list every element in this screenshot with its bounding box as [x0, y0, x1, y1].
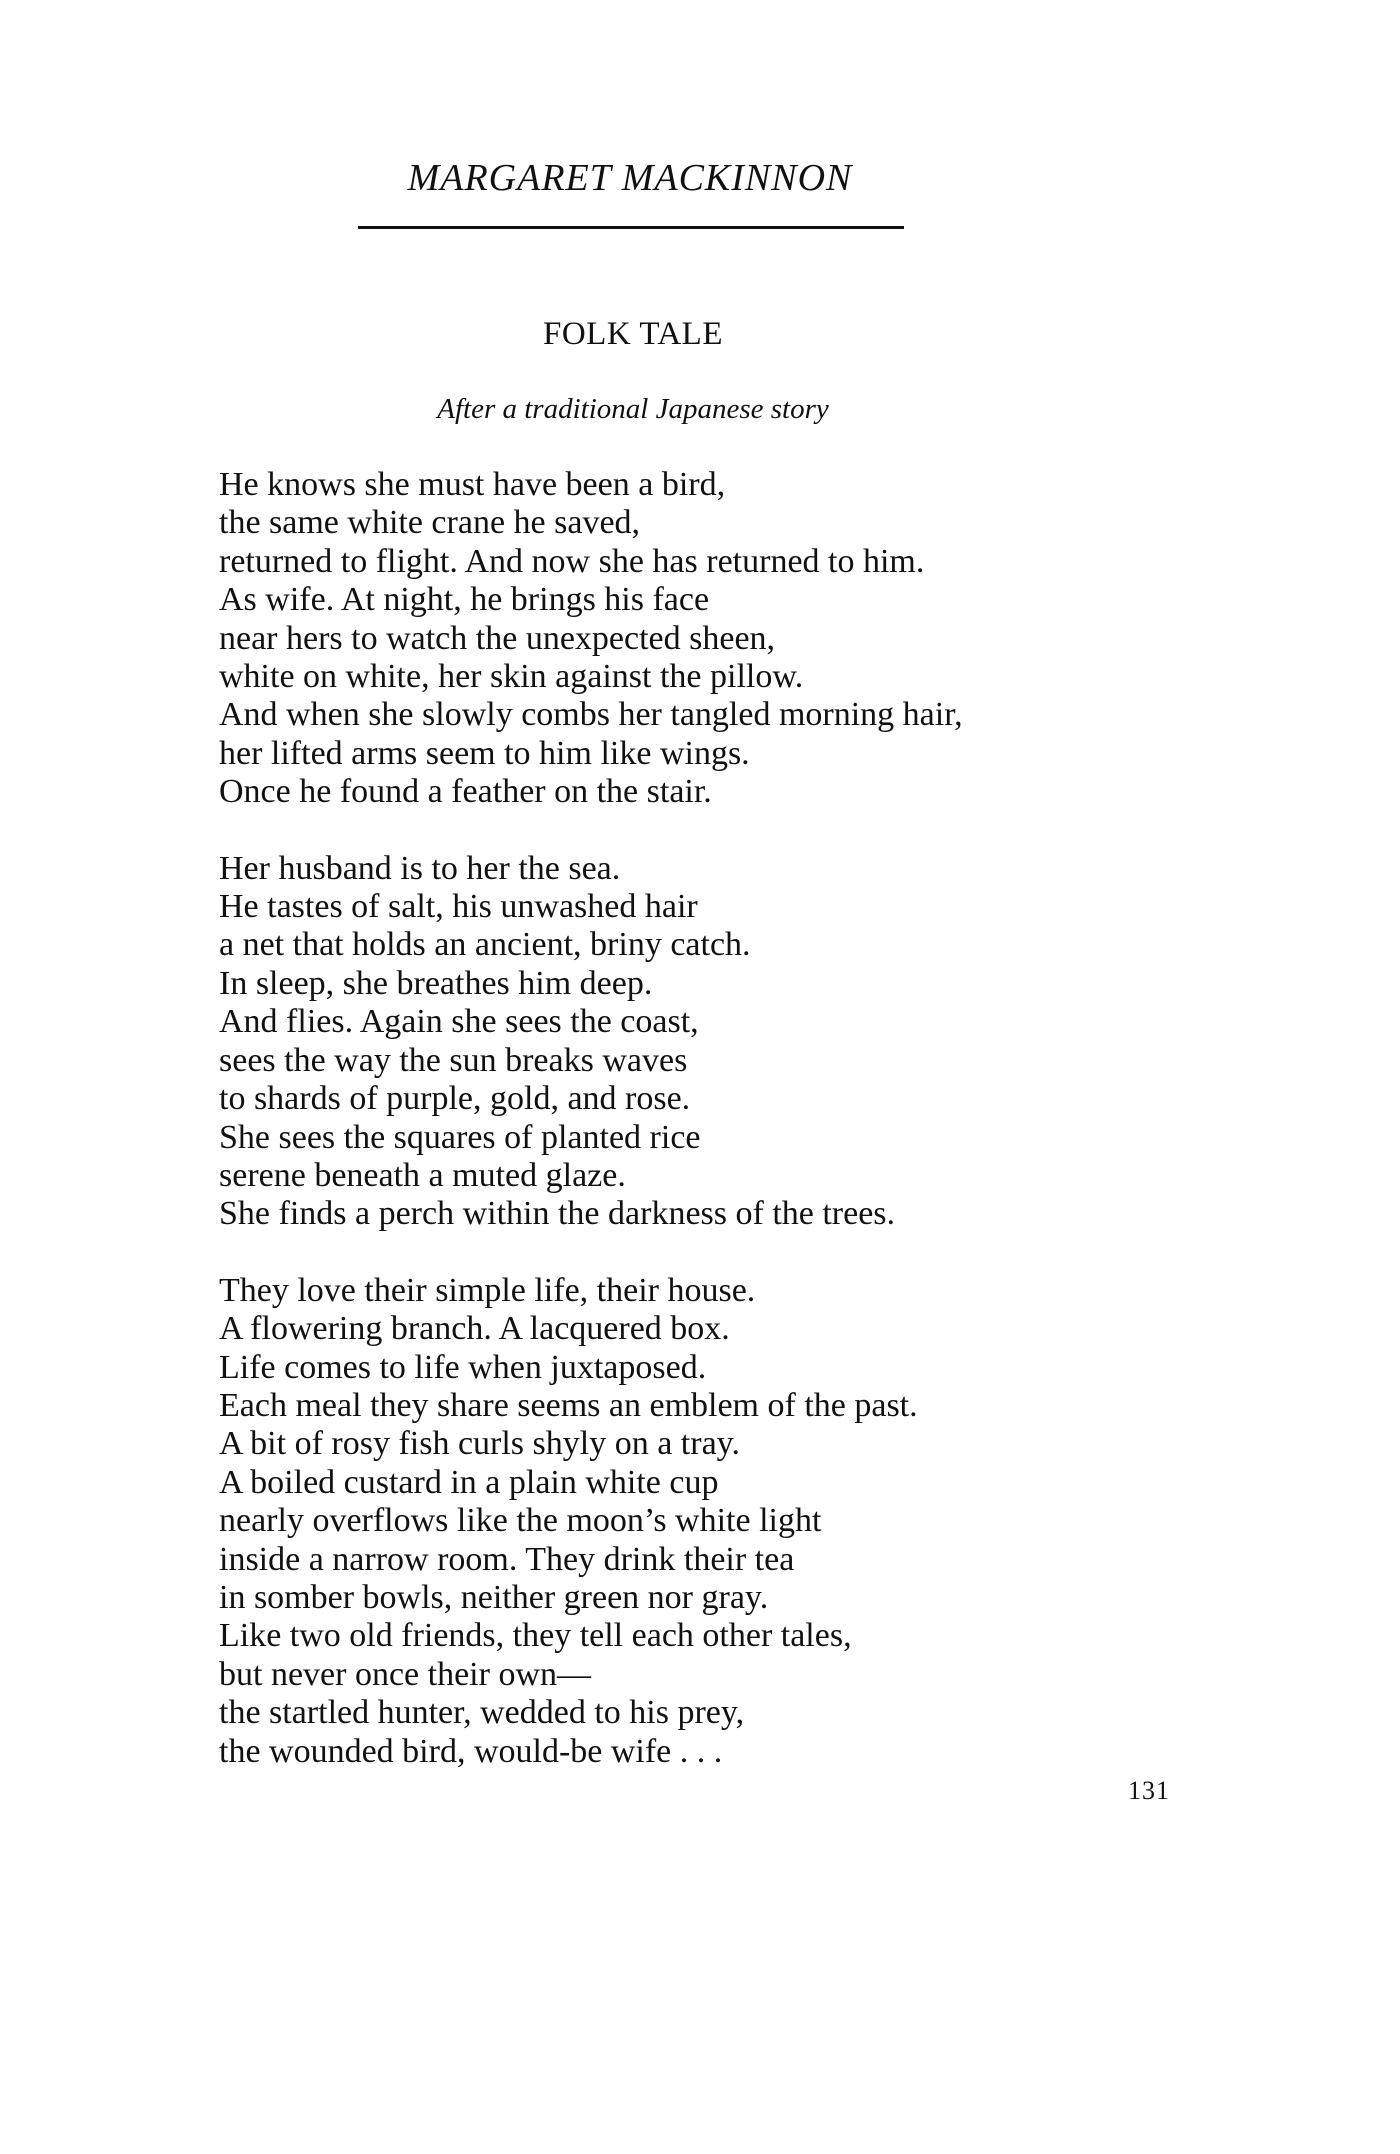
poem-line: near hers to watch the unexpected sheen,	[219, 619, 776, 657]
poem-line: A boiled custard in a plain white cup	[219, 1463, 719, 1501]
poem-line: Once he found a feather on the stair.	[219, 773, 712, 811]
poem-line: Life comes to life when juxtaposed.	[219, 1348, 707, 1386]
poem-line: He knows she must have been a bird,	[219, 466, 726, 503]
poem-line: Her husband is to her the sea.	[219, 849, 621, 887]
poem-line: inside a narrow room. They drink their tea	[219, 1540, 795, 1578]
poem-line: Like two old friends, they tell each other tales,	[219, 1617, 852, 1655]
page-number: 131	[1128, 1776, 1170, 1805]
poem-subtitle: After a traditional Japanese story	[437, 393, 829, 425]
poem-line: They love their simple life, their house.	[219, 1271, 756, 1309]
poem-line: She sees the squares of planted rice	[219, 1118, 701, 1156]
poem-line: A bit of rosy fish curls shyly on a tray.	[219, 1425, 740, 1463]
poem-line: And when she slowly combs her tangled morning hair,	[219, 696, 963, 734]
poem-line: Each meal they share seems an emblem of the past.	[219, 1386, 918, 1424]
poem-line: serene beneath a muted glaze.	[219, 1156, 626, 1194]
header-rule	[358, 226, 904, 229]
stanza-2	[219, 850, 1219, 1234]
poem-title: FOLK TALE	[543, 316, 723, 352]
poem-line: She finds a perch within the darkness of the trees.	[219, 1195, 896, 1233]
poem-line: the wounded bird, would-be wife . . .	[219, 1732, 723, 1770]
author-name: MARGARET MACKINNON	[407, 157, 853, 199]
stanza-3	[219, 1272, 1219, 1771]
poem-line: sees the way the sun breaks waves	[219, 1041, 688, 1079]
poem-line: her lifted arms seem to him like wings.	[219, 734, 750, 772]
poem-line: the same white crane he saved,	[219, 504, 641, 542]
poem-line: to shards of purple, gold, and rose.	[219, 1080, 691, 1118]
poem-line: A flowering branch. A lacquered box.	[219, 1310, 730, 1348]
poem-line: but never once their own—	[219, 1655, 591, 1693]
poem-line: He tastes of salt, his unwashed hair	[219, 888, 698, 926]
poem-line: white on white, her skin against the pillow.	[219, 658, 804, 696]
poem-line: In sleep, she breathes him deep.	[219, 964, 653, 1002]
poem-line: the startled hunter, wedded to his prey,	[219, 1694, 745, 1732]
poem-line: And flies. Again she sees the coast,	[219, 1003, 699, 1041]
stanza-1	[219, 466, 1219, 812]
poem-line: nearly overflows like the moon’s white light	[219, 1502, 822, 1540]
poem-line: returned to flight. And now she has returned to him.	[219, 542, 925, 580]
poem-line: in somber bowls, neither green nor gray.	[219, 1578, 769, 1616]
poem-body	[219, 466, 1219, 1771]
poem-line: As wife. At night, he brings his face	[219, 581, 710, 619]
poem-line: a net that holds an ancient, briny catch.	[219, 926, 751, 964]
